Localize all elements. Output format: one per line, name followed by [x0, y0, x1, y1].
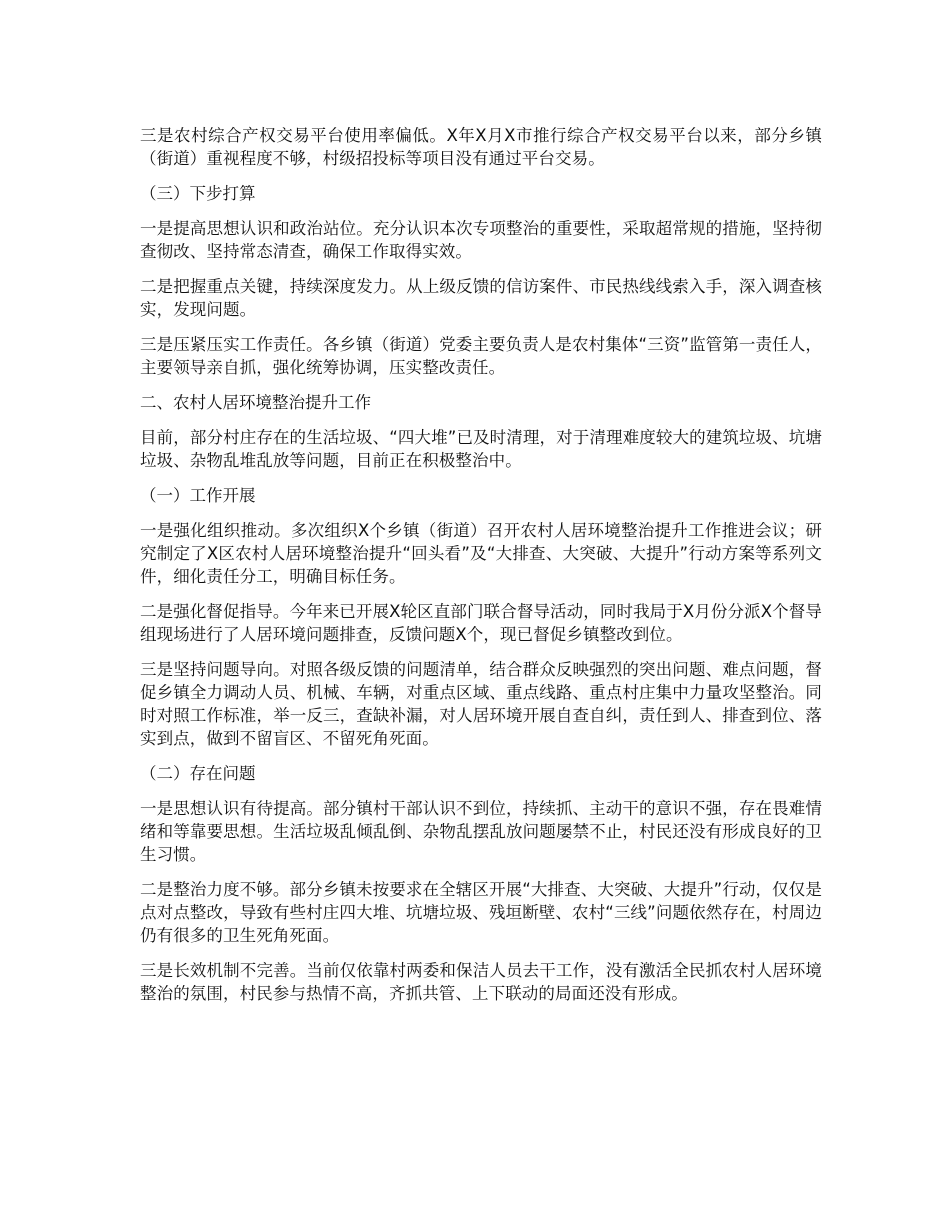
- paragraph-6: 一是强化组织推动。多次组织X个乡镇（街道）召开农村人居环境整治提升工作推进会议；研究制定了X区农村人居环境整治提升“回头看”及“大排查、大突破、大提升”行动方案等系列文件，细化责任分工，明确目标任务。: [140, 521, 822, 586]
- paragraph-7: 二是强化督促指导。今年来已开展X轮区直部门联合督导活动，同时我局于X月份分派X个督导组现场进行了人居环境问题排查，反馈问题X个，现已督促乡镇整改到位。: [140, 602, 822, 644]
- section-heading-work-progress: （一）工作开展: [140, 486, 256, 505]
- paragraph-9: 一是思想认识有待提高。部分镇村干部认识不到位，持续抓、主动干的意识不强，存在畏难情绪和等靠要思想。生活垃圾乱倾乱倒、杂物乱摆乱放问题屡禁不止，村民还没有形成良好的卫生习惯。: [140, 799, 822, 864]
- section-heading-next-steps: （三）下步打算: [140, 184, 256, 203]
- paragraph-8: 三是坚持问题导向。对照各级反馈的问题清单，结合群众反映强烈的突出问题、难点问题，督促乡镇全力调动人员、机械、车辆，对重点区域、重点线路、重点村庄集中力量攻坚整治。同时对照工作标准，举一反三，查缺补漏，对人居环境开展自查自纠，责任到人、排查到位、落实到点，做到不留盲区、不留死角死面。: [140, 660, 822, 748]
- section-heading-rural-environment: 二、农村人居环境整治提升工作: [140, 393, 371, 412]
- paragraph-5: 目前，部分村庄存在的生活垃圾、“四大堆”已及时清理，对于清理难度较大的建筑垃圾、坑塘垃圾、杂物乱堆乱放等问题，目前正在积极整治中。: [140, 428, 822, 470]
- document-body: [140, 124, 822, 1017]
- section-heading-existing-problems: （二）存在问题: [140, 764, 256, 783]
- paragraph-1: 三是农村综合产权交易平台使用率偏低。X年X月X市推行综合产权交易平台以来，部分乡镇（街道）重视程度不够，村级招投标等项目没有通过平台交易。: [140, 126, 822, 168]
- paragraph-4: 三是压紧压实工作责任。各乡镇（街道）党委主要负责人是农村集体“三资”监管第一责任人，主要领导亲自抓，强化统筹协调，压实整改责任。: [140, 335, 822, 377]
- paragraph-10: 二是整治力度不够。部分乡镇未按要求在全辖区开展“大排查、大突破、大提升”行动，仅仅是点对点整改，导致有些村庄四大堆、坑塘垃圾、残垣断壁、农村“三线”问题依然存在，村周边仍有很多的卫生死角死面。: [140, 880, 822, 945]
- paragraph-11: 三是长效机制不完善。当前仅依靠村两委和保洁人员去干工作，没有激活全民抓农村人居环境整治的氛围，村民参与热情不高，齐抓共管、上下联动的局面还没有形成。: [140, 961, 822, 1003]
- paragraph-2: 一是提高思想认识和政治站位。充分认识本次专项整治的重要性，采取超常规的措施，坚持彻查彻改、坚持常态清查，确保工作取得实效。: [140, 219, 822, 261]
- paragraph-3: 二是把握重点关键，持续深度发力。从上级反馈的信访案件、市民热线线索入手，深入调查核实，发现问题。: [140, 277, 822, 319]
